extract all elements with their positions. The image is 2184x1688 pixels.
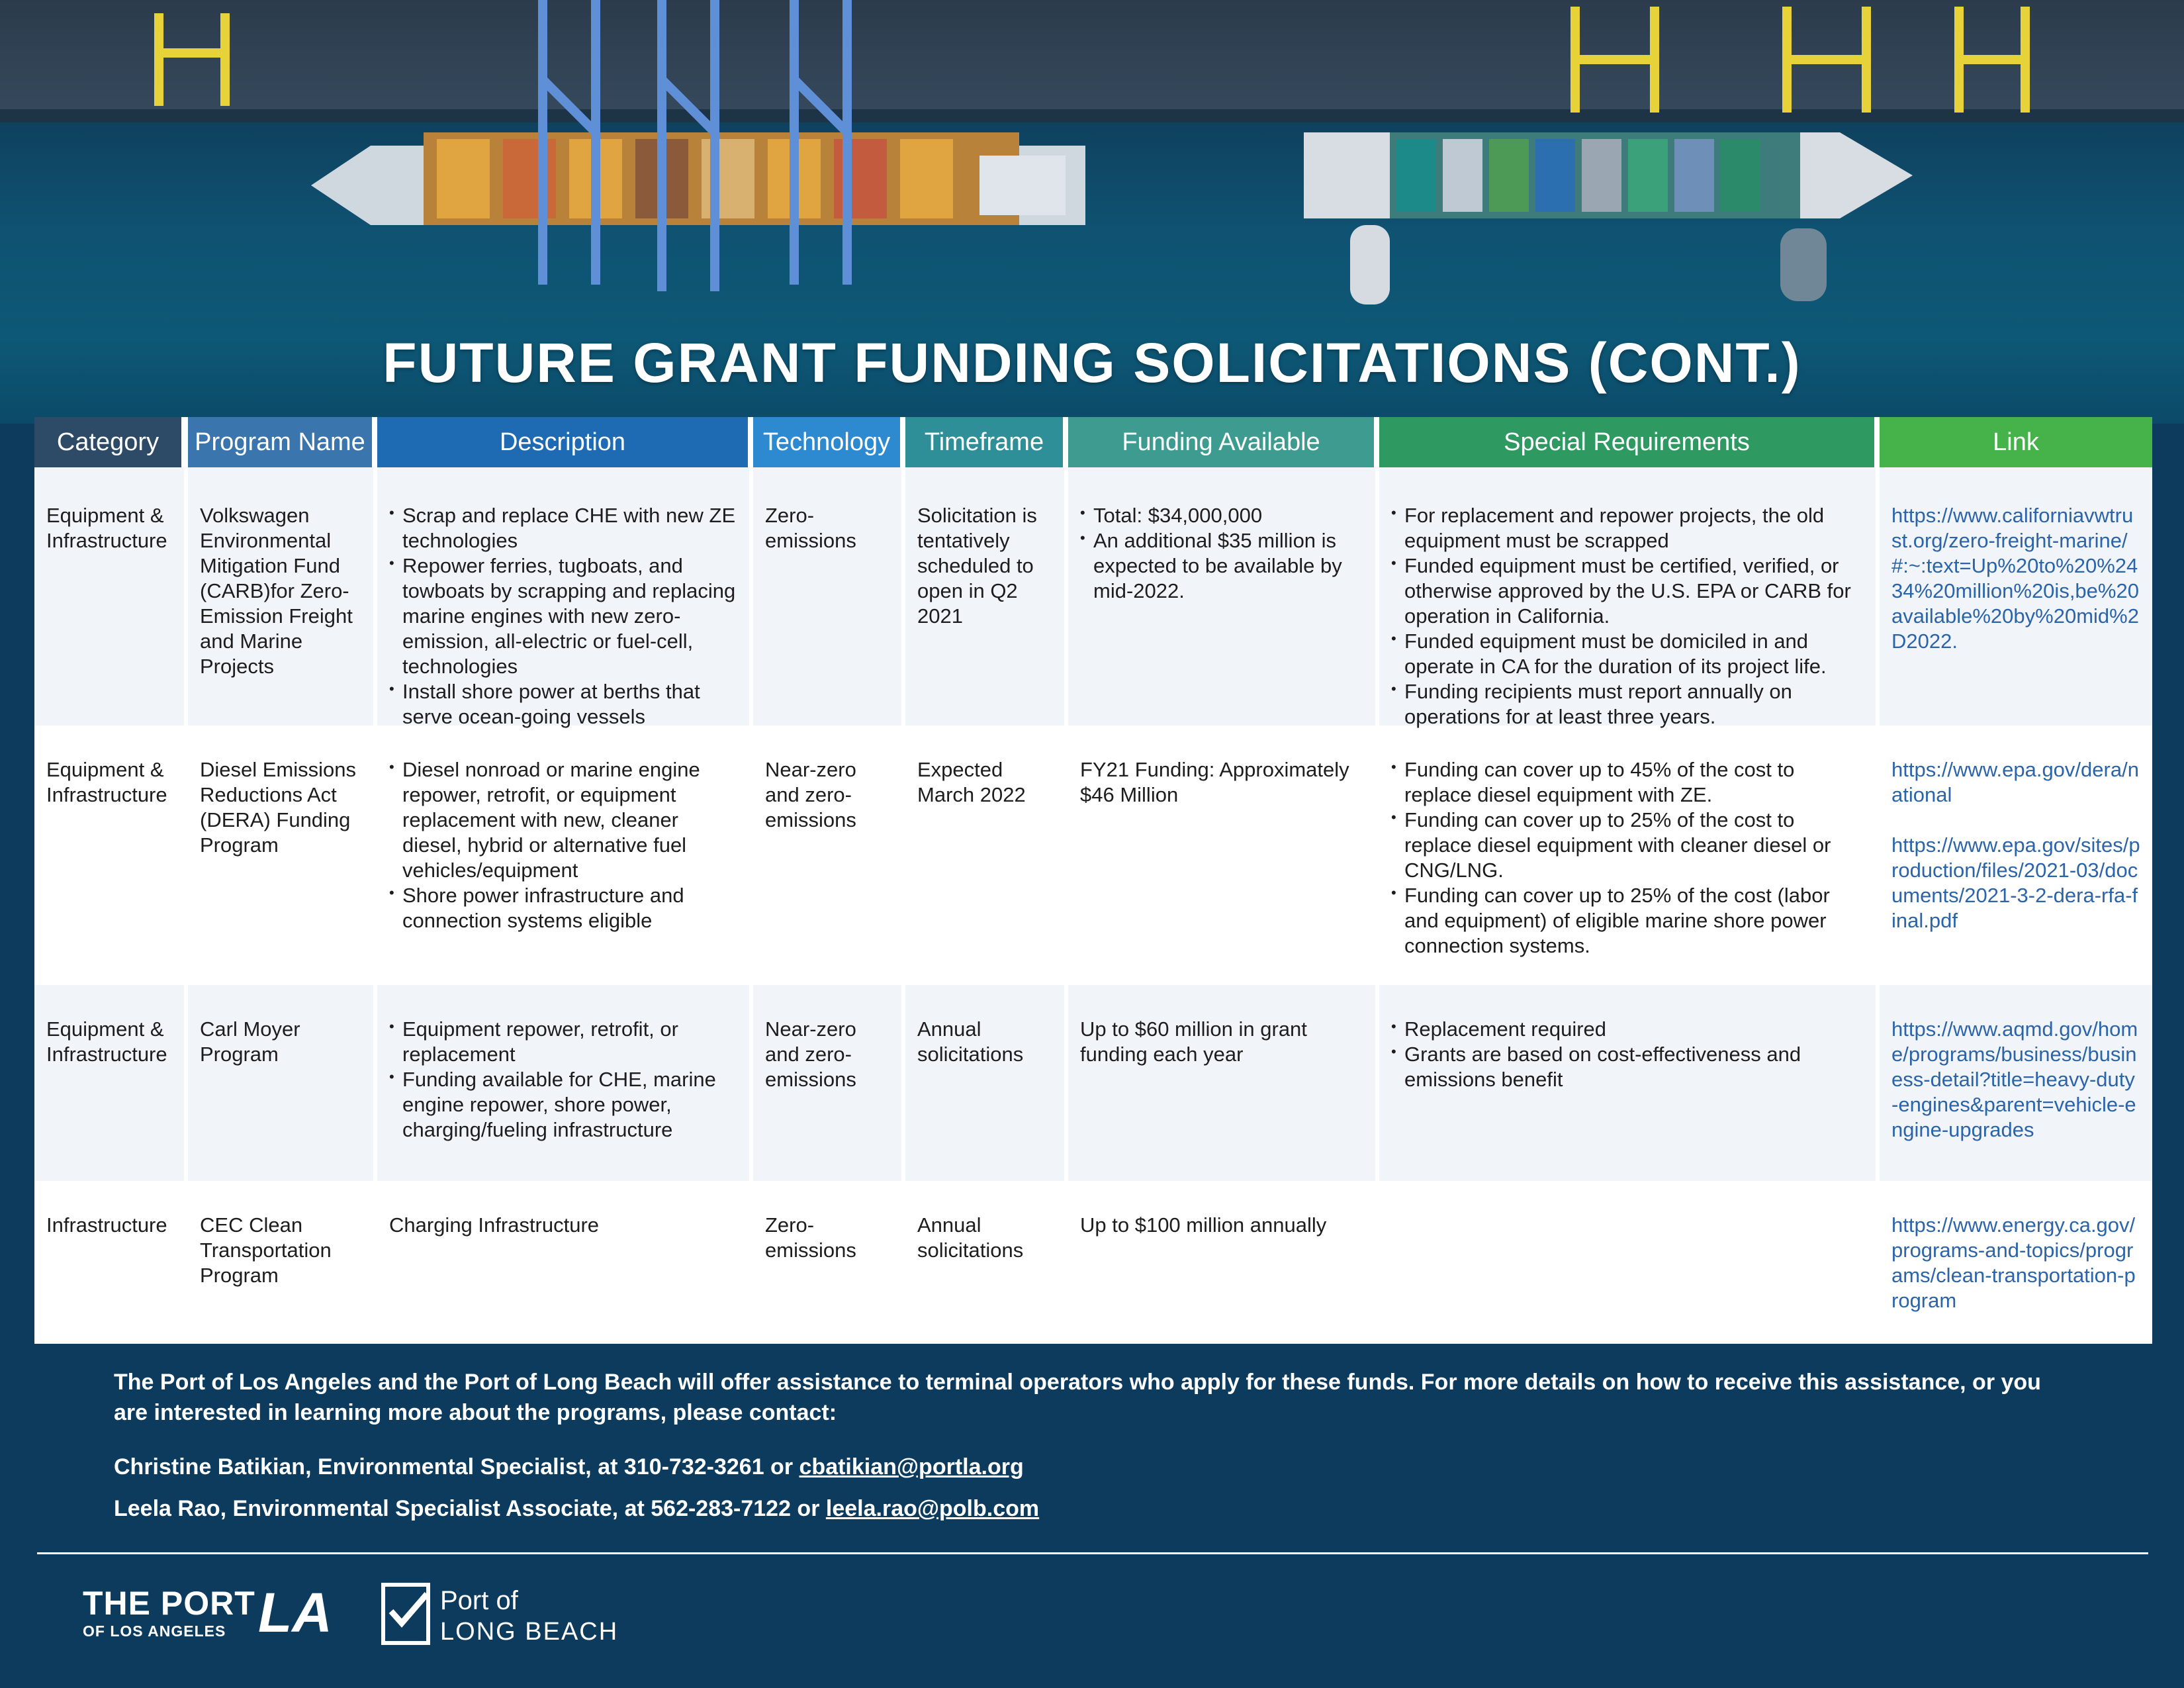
link-cell — [1880, 1181, 2152, 1344]
program-name-cell: Volkswagen Environmental Mitigation Fund (CARB)for Zero-Emission Freight and Marine Projects — [188, 467, 377, 726]
long-beach-checkmark-icon — [381, 1582, 431, 1646]
description-cell — [377, 467, 753, 726]
special-requirements-cell — [1379, 467, 1880, 726]
header-link — [1880, 417, 2152, 467]
description-cell — [377, 726, 753, 985]
category-cell: Equipment & Infrastructure — [34, 985, 188, 1181]
program-link-secondary[interactable]: https://www.epa.gov/sites/production/files/2021-03/documents/2021-3-2-dera-rfa-final.pdf — [1891, 833, 2140, 932]
program-link[interactable]: https://www.californiavwtrust.org/zero-freight-marine/#:~:text=Up%20to%20%2434%20million%20is,be%20available%20by%20mid%2D2022. — [1891, 504, 2139, 653]
table-row — [34, 726, 2152, 985]
technology-cell: Zero-emissions — [753, 1181, 905, 1344]
special-requirements-cell — [1379, 726, 1880, 985]
list-item: • Diesel nonroad or marine engine repower, retrofit, or equipment replacement with new, cleaner diesel, hybrid or alternative fuel vehicles/equipment — [389, 757, 739, 883]
technology-cell: Zero-emissions — [753, 467, 905, 726]
description-cell: Charging Infrastructure — [377, 1181, 753, 1344]
header-category-label: Category — [56, 428, 159, 456]
contact-2-text: Leela Rao, Environmental Specialist Associate, at 562-283-7122 or — [114, 1496, 826, 1521]
link-spacer — [1891, 808, 2142, 833]
link-cell — [1880, 985, 2152, 1181]
header-timeframe — [905, 417, 1063, 467]
list-item: • Equipment repower, retrofit, or replacement — [389, 1017, 739, 1067]
category-cell: Equipment & Infrastructure — [34, 726, 188, 985]
header-description-label: Description — [499, 428, 626, 456]
page-title: FUTURE GRANT FUNDING SOLICITATIONS (CONT.) — [383, 332, 1801, 394]
header-funding-label: Funding Available — [1122, 428, 1320, 456]
description-cell — [377, 985, 753, 1181]
contact-1-email-link[interactable]: cbatikian@portla.org — [799, 1454, 1024, 1479]
technology-cell: Near-zero and zero-emissions — [753, 726, 905, 985]
logo-lb-line1: Port of — [440, 1586, 518, 1615]
timeframe-cell: Annual solicitations — [905, 1181, 1068, 1344]
funding-cell — [1068, 467, 1379, 726]
table-header-row — [34, 417, 2152, 467]
list-item: • Repower ferries, tugboats, and towboats by scrapping and replacing marine engines with new zero-emission, all-electric or fuel-cell, technologies — [389, 553, 739, 679]
program-link[interactable]: https://www.aqmd.gov/home/programs/business/business-detail?title=heavy-duty-engines&parent=vehicle-engine-upgrades — [1891, 1017, 2138, 1141]
list-item: • Funding recipients must report annually on operations for at least three years. — [1391, 679, 1865, 729]
header-description — [377, 417, 748, 467]
technology-cell: Near-zero and zero-emissions — [753, 985, 905, 1181]
list-item: • Total: $34,000,000 — [1080, 503, 1365, 528]
program-link[interactable]: https://www.epa.gov/dera/national — [1891, 758, 2139, 806]
link-cell — [1880, 726, 2152, 985]
header-program-name — [188, 417, 372, 467]
list-item: • Scrap and replace CHE with new ZE technologies — [389, 503, 739, 553]
footer-divider — [37, 1552, 2148, 1554]
contact-line-2 — [114, 1493, 2066, 1524]
list-item: • Funding available for CHE, marine engine repower, shore power, charging/fueling infrastructure — [389, 1067, 739, 1143]
list-item: • Grants are based on cost-effectiveness and emissions benefit — [1391, 1042, 1865, 1092]
header-program-name-label: Program Name — [195, 428, 365, 456]
list-item: • An additional $35 million is expected to be available by mid-2022. — [1080, 528, 1365, 604]
program-link[interactable]: https://www.energy.ca.gov/programs-and-topics/programs/clean-transportation-program — [1891, 1213, 2136, 1312]
list-item: • Funded equipment must be certified, verified, or otherwise approved by the U.S. EPA or CARB for operation in California. — [1391, 553, 1865, 629]
footer-intro: The Port of Los Angeles and the Port of Long Beach will offer assistance to terminal operators who apply for these funds. For more details on how to receive this assistance, or you are interested in learning more about the programs, please contact: — [114, 1370, 2041, 1425]
contact-1-text: Christine Batikian, Environmental Specialist, at 310-732-3261 or — [114, 1454, 799, 1479]
logo-la-line2: OF LOS ANGELES — [83, 1622, 226, 1640]
header-timeframe-label: Timeframe — [924, 428, 1044, 456]
list-item: • Funding can cover up to 45% of the cost to replace diesel equipment with ZE. — [1391, 757, 1865, 808]
funding-cell: Up to $60 million in grant funding each year — [1068, 985, 1379, 1181]
program-name-cell: Diesel Emissions Reductions Act (DERA) Funding Program — [188, 726, 377, 985]
link-cell — [1880, 467, 2152, 726]
program-name-cell: Carl Moyer Program — [188, 985, 377, 1181]
funding-cell: FY21 Funding: Approximately $46 Million — [1068, 726, 1379, 985]
list-item: • Shore power infrastructure and connection systems eligible — [389, 883, 739, 933]
special-requirements-cell — [1379, 985, 1880, 1181]
header-technology — [753, 417, 900, 467]
funding-cell: Up to $100 million annually — [1068, 1181, 1379, 1344]
category-cell: Infrastructure — [34, 1181, 188, 1344]
header-link-label: Link — [1993, 428, 2039, 456]
list-item: • Funding can cover up to 25% of the cost to replace diesel equipment with cleaner diesel or CNG/LNG. — [1391, 808, 1865, 883]
timeframe-cell: Solicitation is tentatively scheduled to open in Q2 2021 — [905, 467, 1068, 726]
grant-table — [34, 417, 2152, 1344]
logo-lb-line2: LONG BEACH — [440, 1618, 619, 1646]
table-row — [34, 1181, 2152, 1344]
header-special-label: Special Requirements — [1504, 428, 1750, 456]
contact-line-1 — [114, 1452, 2066, 1482]
category-cell: Equipment & Infrastructure — [34, 467, 188, 726]
contact-2-email-link[interactable]: leela.rao@polb.com — [825, 1496, 1040, 1521]
timeframe-cell: Annual solicitations — [905, 985, 1068, 1181]
timeframe-cell: Expected March 2022 — [905, 726, 1068, 985]
header-technology-label: Technology — [762, 428, 891, 456]
list-item: • Funded equipment must be domiciled in and operate in CA for the duration of its project life. — [1391, 629, 1865, 679]
list-item: • Replacement required — [1391, 1017, 1865, 1042]
list-item: • Funding can cover up to 25% of the cost (labor and equipment) of eligible marine shore power connection systems. — [1391, 883, 1865, 959]
table-row — [34, 985, 2152, 1181]
header-category — [34, 417, 181, 467]
table-row — [34, 467, 2152, 726]
logo-la-line1: THE PORT — [83, 1585, 255, 1622]
special-requirements-cell — [1379, 1181, 1880, 1344]
list-item: • For replacement and repower projects, the old equipment must be scrapped — [1391, 503, 1865, 553]
list-item: • Install shore power at berths that serve ocean-going vessels — [389, 679, 739, 729]
header-special-requirements — [1379, 417, 1874, 467]
program-name-cell: CEC Clean Transportation Program — [188, 1181, 377, 1344]
la-mark-icon: LA — [258, 1581, 332, 1644]
header-funding-available — [1068, 417, 1374, 467]
